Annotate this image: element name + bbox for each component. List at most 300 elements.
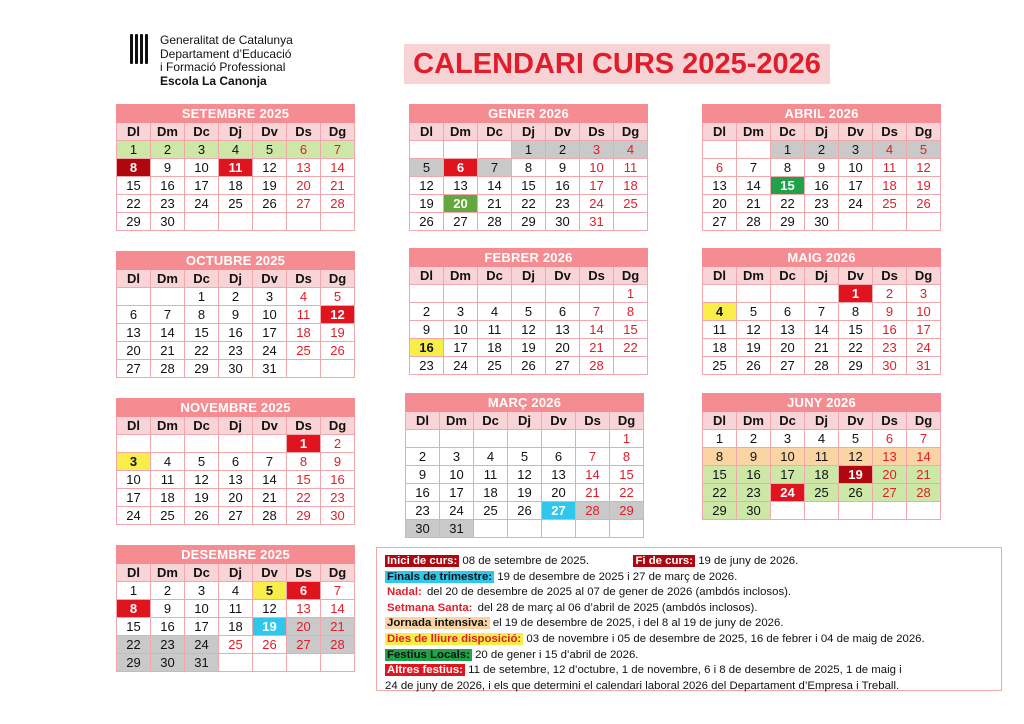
month-table — [702, 248, 941, 375]
day-cell: 7 — [737, 159, 771, 177]
weekday-header: Dv — [253, 564, 287, 582]
day-cell: 22 — [771, 195, 805, 213]
day-cell: 15 — [771, 177, 805, 195]
day-cell: 14 — [737, 177, 771, 195]
weekday-header: Dm — [737, 267, 771, 285]
weekday-header: Dg — [907, 267, 941, 285]
day-cell: 11 — [474, 466, 508, 484]
day-cell: 9 — [321, 453, 355, 471]
empty-cell — [410, 285, 444, 303]
day-cell: 7 — [805, 303, 839, 321]
day-cell: 22 — [117, 636, 151, 654]
day-cell: 31 — [185, 654, 219, 672]
day-cell: 2 — [321, 435, 355, 453]
month-febrer-2026 — [409, 248, 648, 375]
legend-finals-text: 19 de desembre de 2025 i 27 de març de 2026. — [494, 570, 738, 583]
day-cell: 24 — [253, 342, 287, 360]
page-title: CALENDARI CURS 2025-2026 — [404, 44, 830, 84]
day-cell: 23 — [546, 195, 580, 213]
day-cell: 19 — [253, 177, 287, 195]
empty-cell — [771, 285, 805, 303]
day-cell: 2 — [546, 141, 580, 159]
legend-setmana-label: Setmana Santa: — [387, 601, 473, 614]
month-title: NOVEMBRE 2025 — [117, 399, 355, 417]
day-cell: 12 — [185, 471, 219, 489]
weekday-header: Dl — [410, 123, 444, 141]
empty-cell — [839, 213, 873, 231]
organization-name — [160, 34, 293, 88]
day-cell: 28 — [805, 357, 839, 375]
weekday-header: Dm — [737, 123, 771, 141]
weekday-header: Dv — [546, 123, 580, 141]
weekday-header: Dv — [253, 123, 287, 141]
day-cell: 21 — [737, 195, 771, 213]
day-cell: 27 — [873, 484, 907, 502]
day-cell: 16 — [873, 321, 907, 339]
empty-cell — [253, 435, 287, 453]
weekday-header: Dl — [117, 123, 151, 141]
day-cell: 23 — [151, 195, 185, 213]
weekday-header: Dj — [219, 564, 253, 582]
day-cell: 24 — [444, 357, 478, 375]
day-cell: 19 — [839, 466, 873, 484]
day-cell: 3 — [771, 430, 805, 448]
empty-cell — [219, 213, 253, 231]
day-cell: 4 — [474, 448, 508, 466]
day-cell: 29 — [185, 360, 219, 378]
weekday-header: Dg — [614, 123, 648, 141]
day-cell: 21 — [907, 466, 941, 484]
day-cell: 26 — [185, 507, 219, 525]
weekday-header: Dg — [321, 270, 355, 288]
day-cell: 30 — [873, 357, 907, 375]
empty-cell — [117, 288, 151, 306]
day-cell: 1 — [287, 435, 321, 453]
day-cell: 25 — [219, 195, 253, 213]
day-cell: 5 — [512, 303, 546, 321]
day-cell: 11 — [703, 321, 737, 339]
month-title: MAIG 2026 — [703, 249, 941, 267]
day-cell: 13 — [703, 177, 737, 195]
day-cell: 24 — [117, 507, 151, 525]
day-cell: 20 — [873, 466, 907, 484]
empty-cell — [287, 360, 321, 378]
month-table — [116, 398, 355, 525]
month-juny-2026 — [702, 393, 941, 520]
weekday-header: Ds — [287, 123, 321, 141]
day-cell: 3 — [440, 448, 474, 466]
day-cell: 26 — [839, 484, 873, 502]
day-cell: 11 — [219, 600, 253, 618]
legend-inici-text: 08 de setembre de 2025. — [459, 555, 590, 567]
legend-nadal-label: Nadal: — [387, 586, 422, 599]
day-cell: 22 — [839, 339, 873, 357]
day-cell: 8 — [117, 600, 151, 618]
weekday-header: Ds — [873, 267, 907, 285]
day-cell: 9 — [406, 466, 440, 484]
day-cell: 29 — [703, 502, 737, 520]
day-cell: 10 — [117, 471, 151, 489]
legend-festius-label: Festius Locals: — [387, 648, 470, 661]
day-cell: 4 — [614, 141, 648, 159]
day-cell: 20 — [542, 484, 576, 502]
weekday-header: Dj — [512, 123, 546, 141]
legend-festius-text: 20 de gener i 15 d’abril de 2026. — [471, 648, 639, 661]
day-cell: 28 — [253, 507, 287, 525]
weekday-header: Dv — [839, 123, 873, 141]
day-cell: 27 — [444, 213, 478, 231]
day-cell: 24 — [440, 502, 474, 520]
day-cell: 30 — [406, 520, 440, 538]
day-cell: 7 — [151, 306, 185, 324]
day-cell: 20 — [287, 618, 321, 636]
day-cell: 30 — [219, 360, 253, 378]
weekday-header: Dl — [117, 564, 151, 582]
day-cell: 26 — [321, 342, 355, 360]
day-cell: 14 — [321, 600, 355, 618]
day-cell: 6 — [117, 306, 151, 324]
day-cell: 25 — [614, 195, 648, 213]
day-cell: 7 — [478, 159, 512, 177]
day-cell: 5 — [410, 159, 444, 177]
day-cell: 30 — [546, 213, 580, 231]
empty-cell — [219, 654, 253, 672]
empty-cell — [805, 285, 839, 303]
day-cell: 19 — [185, 489, 219, 507]
day-cell: 9 — [410, 321, 444, 339]
weekday-header: Dv — [839, 412, 873, 430]
day-cell: 31 — [253, 360, 287, 378]
weekday-header: Dc — [478, 267, 512, 285]
legend-finals-label: Finals de trimestre: — [387, 570, 493, 583]
day-cell: 1 — [185, 288, 219, 306]
day-cell: 27 — [703, 213, 737, 231]
day-cell: 11 — [219, 159, 253, 177]
weekday-header: Dv — [546, 267, 580, 285]
org-line-3: i Formació Professional — [160, 60, 286, 74]
day-cell: 16 — [406, 484, 440, 502]
day-cell: 5 — [253, 141, 287, 159]
day-cell: 25 — [287, 342, 321, 360]
day-cell: 3 — [253, 288, 287, 306]
empty-cell — [406, 430, 440, 448]
day-cell: 8 — [117, 159, 151, 177]
day-cell: 31 — [440, 520, 474, 538]
day-cell: 9 — [873, 303, 907, 321]
day-cell: 11 — [151, 471, 185, 489]
org-line-2: Departament d’Educació — [160, 46, 292, 61]
day-cell: 3 — [839, 141, 873, 159]
day-cell: 27 — [287, 195, 321, 213]
day-cell: 15 — [839, 321, 873, 339]
empty-cell — [771, 502, 805, 520]
weekday-header: Dl — [703, 412, 737, 430]
month-title: OCTUBRE 2025 — [117, 252, 355, 270]
day-cell: 21 — [321, 177, 355, 195]
empty-cell — [151, 288, 185, 306]
day-cell: 2 — [151, 582, 185, 600]
day-cell: 27 — [287, 636, 321, 654]
day-cell: 10 — [771, 448, 805, 466]
day-cell: 23 — [219, 342, 253, 360]
legend-row-altres — [385, 663, 993, 679]
day-cell: 18 — [873, 177, 907, 195]
weekday-header: Dg — [907, 412, 941, 430]
empty-cell — [508, 430, 542, 448]
weekday-header: Ds — [873, 123, 907, 141]
day-cell: 13 — [771, 321, 805, 339]
day-cell: 20 — [219, 489, 253, 507]
day-cell: 14 — [253, 471, 287, 489]
empty-cell — [151, 435, 185, 453]
month-table — [409, 104, 648, 231]
empty-cell — [287, 213, 321, 231]
day-cell: 8 — [287, 453, 321, 471]
day-cell: 24 — [580, 195, 614, 213]
day-cell: 11 — [287, 306, 321, 324]
empty-cell — [873, 502, 907, 520]
empty-cell — [253, 654, 287, 672]
weekday-header: Ds — [287, 270, 321, 288]
day-cell: 8 — [771, 159, 805, 177]
day-cell: 13 — [444, 177, 478, 195]
day-cell: 19 — [410, 195, 444, 213]
day-cell: 15 — [614, 321, 648, 339]
day-cell: 24 — [839, 195, 873, 213]
month-title: FEBRER 2026 — [410, 249, 648, 267]
day-cell: 24 — [185, 636, 219, 654]
day-cell: 17 — [907, 321, 941, 339]
weekday-header: Dg — [610, 412, 644, 430]
day-cell: 10 — [444, 321, 478, 339]
day-cell: 1 — [512, 141, 546, 159]
day-cell: 3 — [580, 141, 614, 159]
empty-cell — [508, 520, 542, 538]
weekday-header: Dc — [185, 564, 219, 582]
day-cell: 4 — [478, 303, 512, 321]
legend-inici-label: Inici de curs: — [387, 555, 458, 567]
day-cell: 22 — [703, 484, 737, 502]
day-cell: 12 — [512, 321, 546, 339]
generalitat-logo-icon — [130, 34, 152, 64]
day-cell: 9 — [805, 159, 839, 177]
empty-cell — [512, 285, 546, 303]
legend-fi-label: Fi de curs: — [635, 555, 694, 567]
weekday-header: Dj — [219, 123, 253, 141]
weekday-header: Dm — [151, 123, 185, 141]
legend-row-inici — [385, 554, 993, 570]
day-cell: 17 — [185, 618, 219, 636]
weekday-header: Ds — [287, 417, 321, 435]
day-cell: 14 — [321, 159, 355, 177]
empty-cell — [440, 430, 474, 448]
day-cell: 2 — [873, 285, 907, 303]
weekday-header: Ds — [576, 412, 610, 430]
weekday-header: Ds — [580, 123, 614, 141]
weekday-header: Dm — [440, 412, 474, 430]
day-cell: 5 — [185, 453, 219, 471]
month-setembre-2025 — [116, 104, 355, 231]
empty-cell — [873, 213, 907, 231]
weekday-header: Dm — [444, 267, 478, 285]
month-octubre-2025 — [116, 251, 355, 378]
day-cell: 21 — [321, 618, 355, 636]
day-cell: 18 — [219, 618, 253, 636]
day-cell: 6 — [287, 141, 321, 159]
empty-cell — [410, 141, 444, 159]
day-cell: 6 — [542, 448, 576, 466]
empty-cell — [907, 213, 941, 231]
day-cell: 14 — [907, 448, 941, 466]
day-cell: 9 — [219, 306, 253, 324]
weekday-header: Dg — [614, 267, 648, 285]
school-name: Escola La Canonja — [160, 73, 267, 88]
day-cell: 15 — [512, 177, 546, 195]
day-cell: 15 — [117, 618, 151, 636]
month-table — [409, 248, 648, 375]
day-cell: 5 — [508, 448, 542, 466]
month-desembre-2025 — [116, 545, 355, 672]
month-table — [116, 545, 355, 672]
day-cell: 5 — [839, 430, 873, 448]
day-cell: 23 — [873, 339, 907, 357]
weekday-header: Dg — [321, 123, 355, 141]
day-cell: 1 — [839, 285, 873, 303]
empty-cell — [321, 213, 355, 231]
day-cell: 15 — [185, 324, 219, 342]
legend-nadal-text: del 20 de desembre de 2025 al 07 de gener de 2026 (ambdós inclosos). — [423, 586, 792, 599]
org-line-1: Generalitat de Catalunya — [160, 33, 293, 47]
day-cell: 17 — [253, 324, 287, 342]
day-cell: 2 — [737, 430, 771, 448]
day-cell: 19 — [512, 339, 546, 357]
day-cell: 27 — [542, 502, 576, 520]
month-table — [702, 393, 941, 520]
day-cell: 29 — [117, 213, 151, 231]
day-cell: 6 — [873, 430, 907, 448]
day-cell: 2 — [805, 141, 839, 159]
day-cell: 20 — [444, 195, 478, 213]
day-cell: 15 — [287, 471, 321, 489]
weekday-header: Dc — [771, 123, 805, 141]
month-table — [405, 393, 644, 538]
weekday-header: Dj — [805, 123, 839, 141]
day-cell: 24 — [907, 339, 941, 357]
weekday-header: Dc — [185, 270, 219, 288]
legend-row-jornada — [385, 616, 993, 632]
day-cell: 7 — [907, 430, 941, 448]
empty-cell — [580, 285, 614, 303]
weekday-header: Dm — [151, 270, 185, 288]
day-cell: 23 — [410, 357, 444, 375]
empty-cell — [444, 141, 478, 159]
month-table — [116, 251, 355, 378]
empty-cell — [185, 213, 219, 231]
day-cell: 31 — [907, 357, 941, 375]
day-cell: 23 — [151, 636, 185, 654]
day-cell: 29 — [839, 357, 873, 375]
day-cell: 9 — [151, 600, 185, 618]
empty-cell — [737, 285, 771, 303]
day-cell: 17 — [839, 177, 873, 195]
day-cell: 23 — [737, 484, 771, 502]
day-cell: 17 — [771, 466, 805, 484]
day-cell: 22 — [512, 195, 546, 213]
day-cell: 30 — [151, 654, 185, 672]
empty-cell — [907, 502, 941, 520]
weekday-header: Dj — [508, 412, 542, 430]
day-cell: 2 — [410, 303, 444, 321]
weekday-header: Dj — [805, 412, 839, 430]
month-title: ABRIL 2026 — [703, 105, 941, 123]
weekday-header: Ds — [873, 412, 907, 430]
day-cell: 15 — [117, 177, 151, 195]
day-cell: 8 — [185, 306, 219, 324]
day-cell: 20 — [546, 339, 580, 357]
weekday-header: Dl — [410, 267, 444, 285]
legend-altres-label: Altres festius: — [387, 664, 463, 677]
day-cell: 29 — [610, 502, 644, 520]
day-cell: 28 — [576, 502, 610, 520]
day-cell: 2 — [219, 288, 253, 306]
day-cell: 1 — [117, 141, 151, 159]
day-cell: 12 — [410, 177, 444, 195]
day-cell: 7 — [580, 303, 614, 321]
legend-row-dies — [385, 632, 993, 648]
weekday-header: Ds — [580, 267, 614, 285]
day-cell: 4 — [703, 303, 737, 321]
day-cell: 29 — [512, 213, 546, 231]
day-cell: 3 — [185, 141, 219, 159]
day-cell: 12 — [321, 306, 355, 324]
month-table — [116, 104, 355, 231]
month-novembre-2025 — [116, 398, 355, 525]
day-cell: 16 — [737, 466, 771, 484]
empty-cell — [737, 141, 771, 159]
day-cell: 21 — [805, 339, 839, 357]
day-cell: 17 — [440, 484, 474, 502]
day-cell: 13 — [287, 159, 321, 177]
day-cell: 5 — [737, 303, 771, 321]
empty-cell — [117, 435, 151, 453]
empty-cell — [703, 141, 737, 159]
day-cell: 18 — [287, 324, 321, 342]
day-cell: 27 — [546, 357, 580, 375]
day-cell: 12 — [253, 600, 287, 618]
day-cell: 9 — [737, 448, 771, 466]
day-cell: 24 — [185, 195, 219, 213]
day-cell: 27 — [219, 507, 253, 525]
day-cell: 28 — [321, 636, 355, 654]
legend-altres-text: 11 de setembre, 12 d’octubre, 1 de novembre, 6 i 8 de desembre de 2025, 1 de maig i — [464, 664, 902, 677]
day-cell: 16 — [151, 618, 185, 636]
day-cell: 6 — [444, 159, 478, 177]
day-cell: 29 — [287, 507, 321, 525]
empty-cell — [444, 285, 478, 303]
empty-cell — [478, 285, 512, 303]
empty-cell — [185, 435, 219, 453]
day-cell: 22 — [614, 339, 648, 357]
day-cell: 22 — [610, 484, 644, 502]
weekday-header: Dc — [474, 412, 508, 430]
legend-dies-text: 03 de novembre i 05 de desembre de 2025, 16 de febrer i 04 de maig de 2026. — [523, 632, 925, 645]
day-cell: 29 — [117, 654, 151, 672]
day-cell: 26 — [512, 357, 546, 375]
day-cell: 27 — [117, 360, 151, 378]
weekday-header: Dc — [478, 123, 512, 141]
day-cell: 14 — [576, 466, 610, 484]
day-cell: 26 — [410, 213, 444, 231]
